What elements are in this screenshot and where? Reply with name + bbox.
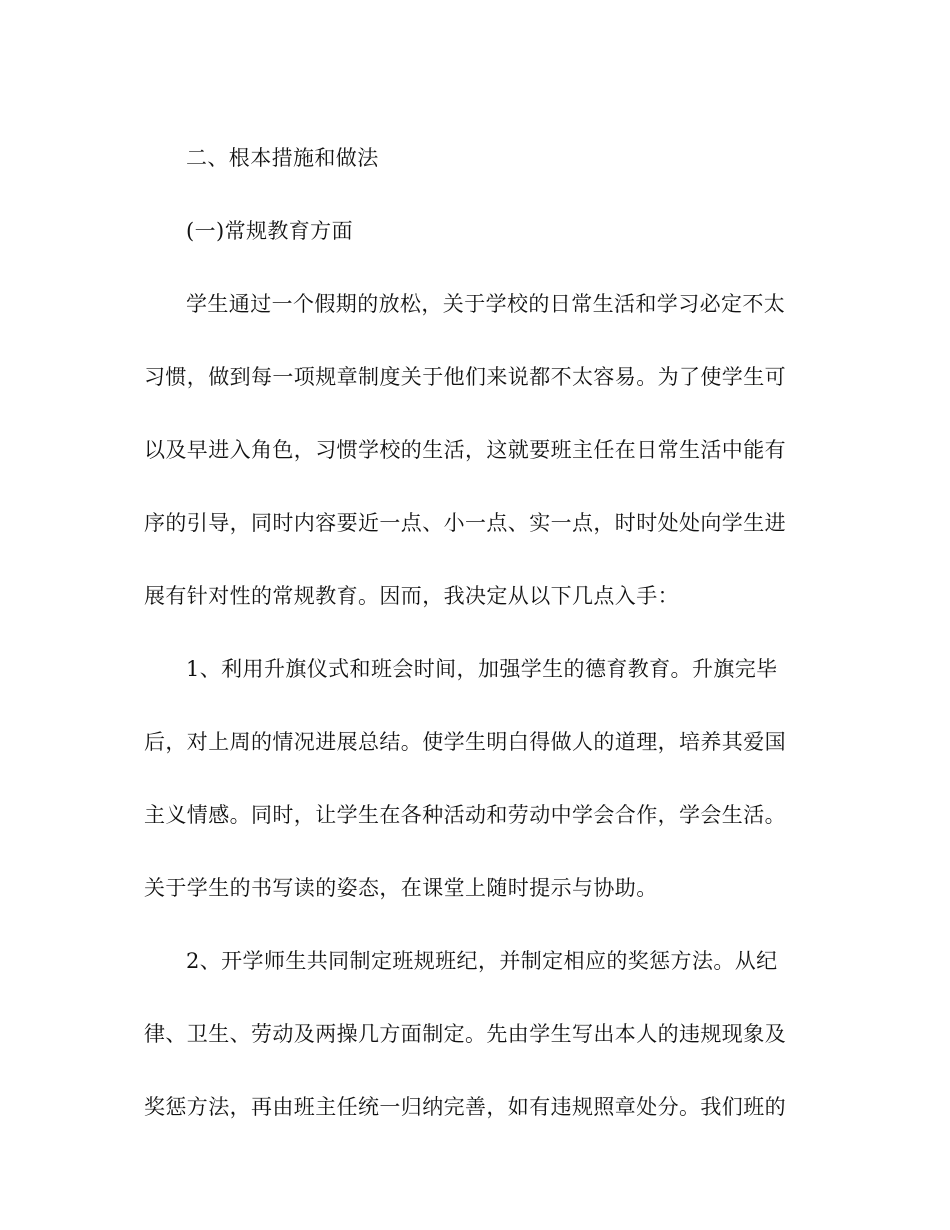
section-heading: 二、根本措施和做法: [186, 146, 379, 170]
paragraph-line: 关于学生的书写读的姿态，在课堂上随时提示与协助。: [144, 876, 658, 900]
document-body: [144, 122, 804, 1144]
paragraph-line: 学生通过一个假期的放松，关于学校的日常生活和学习必定不太: [186, 292, 786, 316]
paragraph-line: 1、利用升旗仪式和班会时间，加强学生的德育教育。升旗完毕: [186, 657, 778, 681]
paragraph-line: 序的引导，同时内容要近一点、小一点、实一点，时时处处向学生进: [144, 511, 786, 535]
paragraph-1: [144, 268, 804, 633]
paragraph-line: 习惯，做到每一项规章制度关于他们来说都不太容易。为了使学生可: [144, 365, 786, 389]
paragraph-line: 2、开学师生共同制定班规班纪，并制定相应的奖惩方法。从纪: [186, 949, 778, 973]
paragraph-3: [144, 925, 804, 1144]
subsection-heading: (一)常规教育方面: [186, 219, 353, 243]
paragraph-line: 展有针对性的常规教育。因而，我决定从以下几点入手：: [144, 584, 679, 608]
paragraph-line: 以及早进入角色，习惯学校的生活，这就要班主任在日常生活中能有: [144, 438, 786, 462]
paragraph-line: 主义情感。同时，让学生在各种活动和劳动中学会合作，学会生活。: [144, 803, 786, 827]
paragraph-2: [144, 633, 804, 925]
paragraph-line: 奖惩方法，再由班主任统一归纳完善，如有违规照章处分。我们班的: [144, 1095, 786, 1119]
paragraph-line: 后，对上周的情况进展总结。使学生明白得做人的道理，培养其爱国: [144, 730, 786, 754]
paragraph-line: 律、卫生、劳动及两操几方面制定。先由学生写出本人的违规现象及: [144, 1022, 786, 1046]
